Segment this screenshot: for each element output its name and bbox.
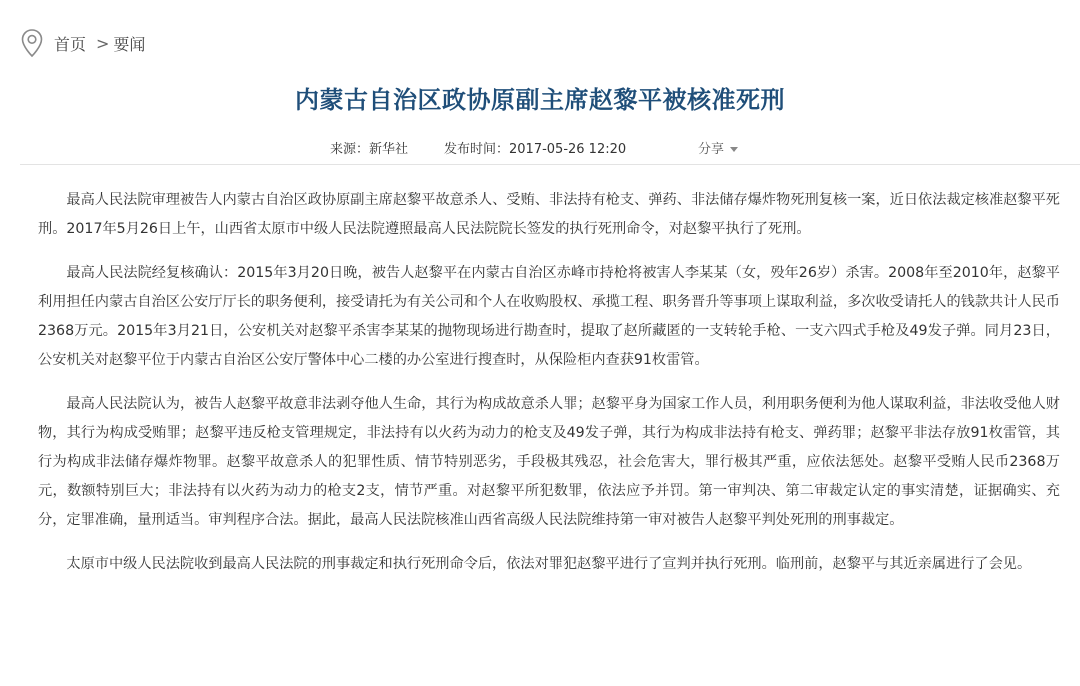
article-publish-time: 发布时间：2017-05-26 12:20 — [444, 142, 627, 157]
share-button[interactable] — [698, 138, 738, 157]
breadcrumb — [20, 28, 145, 58]
chevron-down-icon — [730, 147, 738, 152]
article-paragraph: 最高人民法院审理被告人内蒙古自治区政协原副主席赵黎平故意杀人、受贿、非法持有枪支、弹药、非法储存爆炸物死刑复核一案，近日依法裁定核准赵黎平死刑。2017年5月26日上午，山西省太原市中级人民法院遵照最高人民法院院长签发的执行死刑命令，对赵黎平执行了死刑。 — [38, 192, 1060, 237]
article-paragraph: 最高人民法院经复核确认：2015年3月20日晚，被告人赵黎平在内蒙古自治区赤峰市持枪将被害人李某某（女，殁年26岁）杀害。2008年至2010年，赵黎平利用担任内蒙古自治区公安厅厅长的职务便利，接受请托为有关公司和个人在收购股权、承揽工程、职务晋升等事项上谋取利益，多次收受请托人的钱款共计人民币2368万元。2015年3月21日，公安机关对赵黎平杀害李某某的抛物现场进行勘查时，提取了赵所藏匿的一支转轮手枪、一支六四式手枪及49发子弹。同月23日，公安机关对赵黎平位于内蒙古自治区公安厅警体中心二楼的办公室进行搜查时，从保险柜内查获91枚雷管。 — [38, 265, 1060, 368]
article-body — [38, 186, 1060, 594]
share-label: 分享 — [698, 142, 725, 157]
article-source: 来源：新华社 — [330, 142, 409, 157]
article-title: 内蒙古自治区政协原副主席赵黎平被核准死刑 — [295, 86, 785, 114]
breadcrumb-separator: > — [96, 33, 110, 53]
article-meta — [0, 138, 1080, 158]
article-paragraph: 最高人民法院认为，被告人赵黎平故意非法剥夺他人生命，其行为构成故意杀人罪；赵黎平身为国家工作人员，利用职务便利为他人谋取利益，非法收受他人财物，其行为构成受贿罪；赵黎平违反枪支管理规定，非法持有以火药为动力的枪支及49发子弹，其行为构成非法持有枪支、弹药罪；赵黎平非法存放91枚雷管，其行为构成非法储存爆炸物罪。赵黎平故意杀人的犯罪性质、情节特别恶劣，手段极其残忍，社会危害大，罪行极其严重，应依法惩处。赵黎平受贿人民币2368万元，数额特别巨大；非法持有以火药为动力的枪支2支，情节严重。对赵黎平所犯数罪，依法应予并罚。第一审判决、第二审裁定认定的事实清楚，证据确实、充分，定罪准确，量刑适当。审判程序合法。据此，最高人民法院核准山西省高级人民法院维持第一审对被告人赵黎平判处死刑的刑事裁定。 — [38, 396, 1060, 528]
location-pin-icon — [20, 28, 44, 58]
article-paragraph: 太原市中级人民法院收到最高人民法院的刑事裁定和执行死刑命令后，依法对罪犯赵黎平进行了宣判并执行死刑。临刑前，赵黎平与其近亲属进行了会见。 — [66, 556, 1032, 572]
breadcrumb-home-link[interactable]: 首页 — [54, 34, 87, 54]
header-divider — [20, 164, 1080, 165]
breadcrumb-current-link[interactable]: 要闻 — [113, 34, 146, 54]
